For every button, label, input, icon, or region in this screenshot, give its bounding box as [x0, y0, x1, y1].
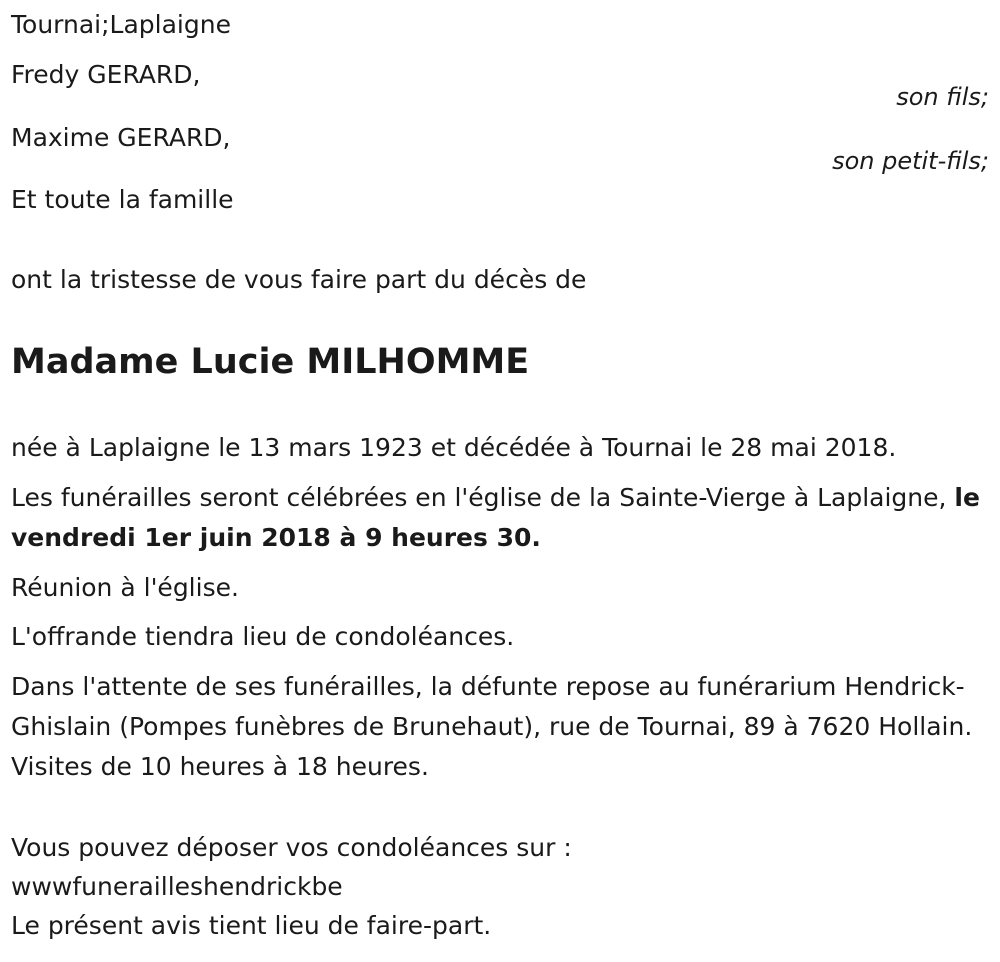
website-link[interactable]: wwwfunerailleshendrickbe	[11, 872, 343, 901]
deceased-name: Madame Lucie MILHOMME	[11, 342, 530, 382]
meeting-line: Réunion à l'église.	[11, 573, 239, 602]
relative-row	[11, 118, 989, 188]
funeral-date: le vendredi 1er juin 2018 à 9 heures 30.	[11, 483, 980, 552]
relative-name: Fredy GERARD,	[11, 60, 201, 89]
relative-name: Maxime GERARD,	[11, 123, 231, 152]
relative-row	[11, 55, 989, 125]
notice-line: Le présent avis tient lieu de faire-part.	[11, 911, 492, 940]
family-line: Et toute la famille	[11, 185, 234, 214]
relative-role: son fils;	[896, 83, 989, 111]
relative-role: son petit-fils;	[832, 147, 989, 175]
location-line: Tournai;Laplaigne	[11, 10, 231, 39]
announcement-line: ont la tristesse de vous faire part du décès de	[11, 265, 587, 294]
condolences-line: Vous pouvez déposer vos condoléances sur :	[11, 833, 572, 862]
birth-death-line: née à Laplaigne le 13 mars 1923 et décédée à Tournai le 28 mai 2018.	[11, 433, 897, 462]
funeral-paragraph	[11, 478, 989, 558]
funeral-text: Les funérailles seront célébrées en l'église de la Sainte-Vierge à Laplaigne,	[11, 483, 955, 512]
offering-line: L'offrande tiendra lieu de condoléances.	[11, 622, 515, 651]
viewing-paragraph: Dans l'attente de ses funérailles, la défunte repose au funérarium Hendrick-Ghislain (Pompes funèbres de Brunehaut), rue de Tournai, 89 à 7620 Hollain. Visites de 10 heures à 18 heures.	[11, 672, 973, 781]
